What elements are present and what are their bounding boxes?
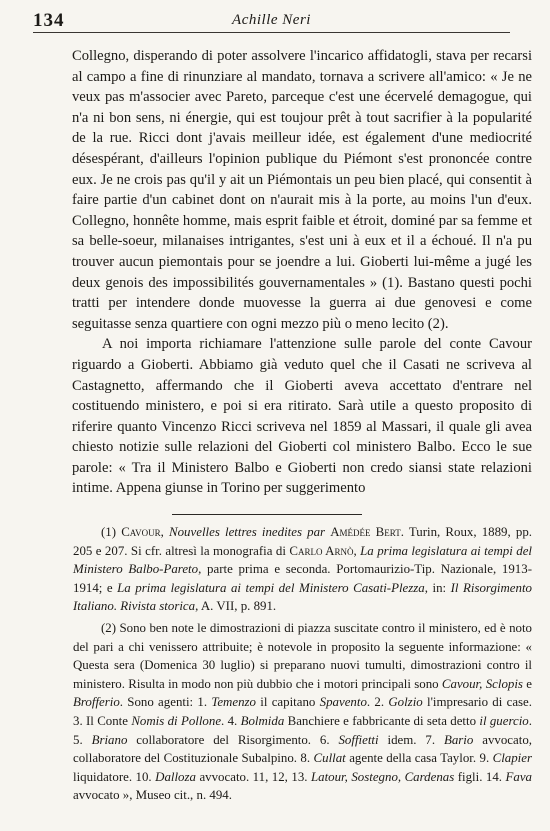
footnote-names: Bolmida bbox=[240, 713, 285, 728]
footnote-2 bbox=[73, 619, 532, 805]
footnote-names: Cullat bbox=[313, 751, 346, 766]
footnote-author: Carlo Arnò bbox=[289, 543, 354, 558]
paragraph: Collegno, disperando di poter assolvere l'incarico affidatogli, stava per recarsi al campo a fine di rinunziare al mandato, tornava a scrivere all'amico: « Je ne veux pas m'associer avec Pareto, parceque c'est une écervelé demagogue, qui n'a ni bon sens, ni énergie, qui est toujour prêt à tout sacrifier à la popularité de la rue. Ricci dont j'avais meilleur idée, est également d'une mediocrité désespérant, d'ailleurs l'opinion publique du Piémont s'est prononcée contre eux. Je ne crois pas qu'il y ait un Piémontais un peu bien placé, qui consentit à faire partie d'un cabinet dont on n'aurait mis à la porte, au moins l'un d'eux. Collegno, honnête homme, mais esprit faible et étroit, dominé par sa femme et sa belle-soeur, milanaises intrigantes, s'est uni à eux et il a échoué. Il n'a pu trouver aucun piemontais pour se joendre a lui. Gioberti lui-même a jugé les deux genois des impossibilités gouvernamentales » (1). Bastano questi pochi tratti per intendere donde muovesse la guerra ai due genovesi e come seguitasse senza quartiere con ogni mezzo più o meno lecito (2). bbox=[72, 48, 532, 332]
page-number: 134 bbox=[33, 10, 65, 31]
footnote-names: Bario bbox=[443, 732, 474, 747]
footnote-names: Nomis di Pollone bbox=[131, 713, 222, 728]
running-head: Achille Neri bbox=[232, 12, 311, 28]
footnote-text: liquidatore. 10. bbox=[73, 769, 156, 784]
main-text bbox=[72, 46, 532, 499]
footnote-title: La prima legislatura ai tempi del Ministero Casati-Plezza bbox=[117, 580, 425, 595]
footnote-text: . 2. bbox=[366, 695, 389, 710]
footnote-text: , in: bbox=[424, 580, 451, 595]
footnote-text: avvocato, collaboratore del Costituzionale Subalpino. 8. bbox=[73, 732, 532, 766]
footnote-author: Cavour bbox=[121, 525, 161, 539]
footnote-text: . 5. bbox=[73, 713, 532, 747]
footnote-text: collaboratore del Risorgimento. 6. bbox=[127, 732, 339, 747]
footnote-divider bbox=[172, 514, 362, 515]
footnote-text: il capitano bbox=[256, 695, 320, 710]
footnote-names: Golzio bbox=[388, 695, 423, 710]
footnote-names: Temenzo bbox=[211, 695, 256, 710]
footnote-names: Latour, Sostegno, Cardenas bbox=[310, 769, 455, 784]
footnote-marker: (2) bbox=[101, 620, 117, 635]
footnotes bbox=[73, 523, 532, 805]
footnote-names: Briano bbox=[91, 732, 128, 747]
footnote-text: . Sono agenti: 1. bbox=[119, 695, 212, 710]
footnote-text: , parte prima e seconda. Portomaurizio-Tip. Nazionale, 1913-1914; e bbox=[73, 562, 532, 595]
footnote-names: Cavour, Sclopis bbox=[441, 676, 523, 691]
footnote-text: . 4. bbox=[221, 713, 241, 728]
footnote-names: Brofferio bbox=[73, 695, 120, 710]
footnote-1: (1) Cavour, Nouvelles lettres inedites par Amédée Bert. Turin, Roux, 1889, pp. 205 e 207. Si cfr. altresì la monografia di Carlo Arnò, La prima legislatura ai tempi del Ministero Balbo-Pareto, parte prima e seconda. Portomaurizio-Tip. Nazionale, 1913-1914; e La prima legislatura ai tempi del Ministero Casati-Plezza, in: Il Risorgimento Italiano. Rivista storica, A. VII, p. 891. bbox=[73, 525, 533, 614]
footnote-text: l'impresario di case. 3. Il Conte bbox=[73, 695, 532, 728]
footnote-text: figli. 14. bbox=[454, 769, 506, 784]
footnote-names: Clapier bbox=[492, 751, 532, 766]
footnote-text: avvocato », Museo cit., n. 494. bbox=[73, 788, 232, 803]
footnote-text: . Turin, Roux, 1889, pp. 205 e 207. Si cfr. altresì la monografia di bbox=[73, 525, 532, 558]
footnote-title: Il Risorgimento Italiano. Rivista storica bbox=[73, 580, 533, 614]
footnote-text: Banchiere e fabbricante di seta detto bbox=[284, 713, 480, 728]
footnote-text: , A. VII, p. 891. bbox=[195, 599, 277, 614]
footnote-text: avvocato. 11, 12, 13. bbox=[195, 769, 311, 784]
footnote-editor: Amédée Bert bbox=[330, 525, 401, 539]
footnote-text: idem. 7. bbox=[378, 732, 444, 747]
footnote-marker: (1) bbox=[101, 525, 117, 539]
footnote-text: Sono ben note le dimostrazioni di piazza suscitate contro il ministero, ed è noto del pari a chi venissero attribuite; è notevole in proposito la seguente informazione: « Questa sera (Domenica 30 luglio) si preparano nuovi tumulti, dimostrazioni contro il ministero. Risulta in modo non più dubbio che i motori principali sono bbox=[73, 620, 532, 691]
footnote-title: La prima legislatura ai tempi del Ministero Balbo-Pareto bbox=[73, 543, 532, 577]
page-header bbox=[33, 8, 510, 33]
footnote-names: Dalloza bbox=[155, 769, 196, 784]
footnote-names: il guercio bbox=[479, 713, 529, 728]
footnote-title: Nouvelles lettres inedites par bbox=[169, 525, 326, 539]
paragraph: A noi importa richiamare l'attenzione sulle parole del conte Cavour riguardo a Gioberti. Abbiamo già veduto quel che il Casati ne scriveva al Castagnetto, affermando che il Gioberti aveva accettato d'entrare nel costituendo ministero, e poi si era ritirato. Sarà utile a questo proposito di riferire quanto Vincenzo Ricci scriveva nel 1859 al Massari, il quale gli avea chiesto notizie sulle relazioni del Gioberti col ministero Balbo. Ecco le sue parole: « Tra il Ministero Balbo e Gioberti non credo siansi state relazioni intime. Appena giunse in Torino per suggerimento bbox=[72, 336, 532, 497]
footnote-text: agente della casa Taylor. 9. bbox=[345, 751, 493, 766]
footnote-text: e bbox=[522, 676, 532, 691]
footnote-names: Soffietti bbox=[338, 732, 379, 747]
footnote-names: Spavento bbox=[319, 695, 367, 710]
footnote-names: Fava bbox=[505, 769, 532, 784]
footnote-text: , bbox=[353, 543, 361, 558]
